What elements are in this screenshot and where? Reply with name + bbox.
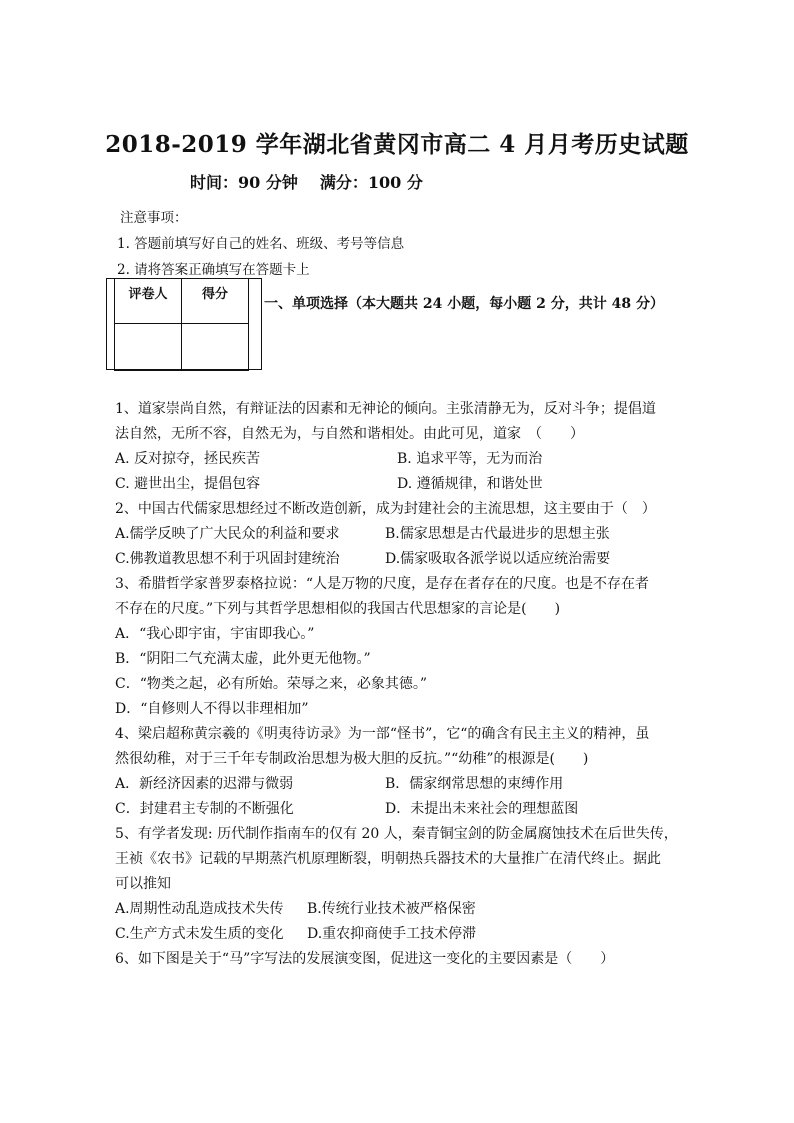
option: A.儒学反映了广大民众的利益和要求 bbox=[115, 526, 340, 542]
option-row bbox=[115, 447, 685, 472]
grader-cell[interactable] bbox=[115, 324, 182, 371]
option: C. 避世出尘，提倡包容 bbox=[115, 476, 261, 492]
option: B.传统行业技术被严格保密 bbox=[307, 901, 476, 917]
option-row bbox=[115, 897, 685, 922]
section-title: 一、单项选择（本大题共 24 小题，每小题 2 分，共计 48 分） bbox=[264, 296, 664, 312]
notes-heading: 注意事项： bbox=[120, 210, 188, 226]
option: C.生产方式未发生质的变化 bbox=[115, 926, 284, 942]
score-header-score: 得分 bbox=[182, 279, 249, 324]
option: C．封建君主专制的不断强化 bbox=[115, 801, 294, 817]
score-table bbox=[114, 278, 249, 371]
option-row bbox=[115, 472, 685, 497]
option: A．“我心即宇宙，宇宙即我心。” bbox=[115, 626, 315, 642]
option-row bbox=[115, 547, 685, 572]
option: C．“物类之起，必有所始。荣辱之来，必象其德。” bbox=[115, 676, 428, 692]
option: D.重农抑商使手工技术停滞 bbox=[307, 926, 477, 942]
option-row bbox=[115, 772, 685, 797]
option-row bbox=[115, 922, 685, 947]
question-stem: 不存在的尺度。”下列与其哲学思想相似的我国古代思想家的言论是( ) bbox=[115, 601, 561, 617]
question-stem: 4、梁启超称黄宗羲的《明夷待访录》为一部“怪书”，它“的确含有民主主义的精神，虽 bbox=[115, 726, 650, 742]
question-stem: 法自然，无所不容，自然无为，与自然和谐相处。由此可见，道家 （ ） bbox=[115, 426, 584, 442]
exam-time: 时间：90 分钟 bbox=[190, 173, 298, 192]
option: A．新经济因素的迟滞与微弱 bbox=[115, 776, 294, 792]
option: B．“阴阳二气充满太虚，此外更无他物。” bbox=[115, 651, 371, 667]
option: D．“自修则人不得以非理相加” bbox=[115, 701, 309, 717]
option: A. 反对掠夺，拯民疾苦 bbox=[115, 451, 261, 467]
question-stem: 然很幼稚，对于三千年专制政治思想为极大胆的反抗。”“幼稚”的根源是( ) bbox=[115, 751, 589, 767]
exam-score: 满分：100 分 bbox=[319, 173, 423, 192]
page-title: 2018-2019 学年湖北省黄冈市高二 4 月月考历史试题 bbox=[105, 131, 689, 158]
option: B. 追求平等，无为而治 bbox=[397, 451, 543, 467]
option: B.儒家思想是古代最进步的思想主张 bbox=[385, 526, 610, 542]
question-stem: 可以推知 bbox=[115, 876, 171, 892]
notes-item: 2. 请将答案正确填写在答题卡上 bbox=[117, 262, 310, 278]
question-stem: 3、希腊哲学家普罗泰格拉说：“人是万物的尺度，是存在者存在的尺度。也是不存在者 bbox=[115, 576, 650, 592]
option: D. 遵循规律，和谐处世 bbox=[397, 476, 543, 492]
score-header-grader: 评卷人 bbox=[115, 279, 182, 324]
option: A.周期性动乱造成技术失传 bbox=[115, 901, 284, 917]
exam-info bbox=[190, 170, 423, 193]
question-stem: 5、有学者发现: 历代制作指南车的仅有 20 人，秦青铜宝剑的防金属腐蚀技术在后世失传， bbox=[115, 826, 678, 842]
option-row bbox=[115, 522, 685, 547]
option: B．儒家纲常思想的束缚作用 bbox=[385, 776, 564, 792]
question-stem: 王祯《农书》记载的早期蒸汽机原理断裂，明朝热兵器技术的大量推广在清代终止。据此 bbox=[115, 851, 661, 867]
option: D．未提出未来社会的理想蓝图 bbox=[385, 801, 579, 817]
question-stem: 6、如下图是关于“马”字写法的发展演变图，促进这一变化的主要因素是（ ） bbox=[115, 951, 615, 967]
option: D.儒家吸取各派学说以适应统治需要 bbox=[385, 551, 611, 567]
option-row bbox=[115, 797, 685, 822]
notes bbox=[117, 205, 404, 283]
option: C.佛教道教思想不利于巩固封建统治 bbox=[115, 551, 340, 567]
questions bbox=[115, 397, 685, 972]
question-stem: 2、中国古代儒家思想经过不断改造创新，成为封建社会的主流思想，这主要由于（ ） bbox=[115, 501, 656, 517]
score-cell[interactable] bbox=[182, 324, 249, 371]
question-stem: 1、道家崇尚自然，有辩证法的因素和无神论的倾向。主张清静无为，反对斗争；提倡道 bbox=[115, 401, 656, 417]
notes-item: 1. 答题前填写好自己的姓名、班级、考号等信息 bbox=[117, 236, 405, 252]
